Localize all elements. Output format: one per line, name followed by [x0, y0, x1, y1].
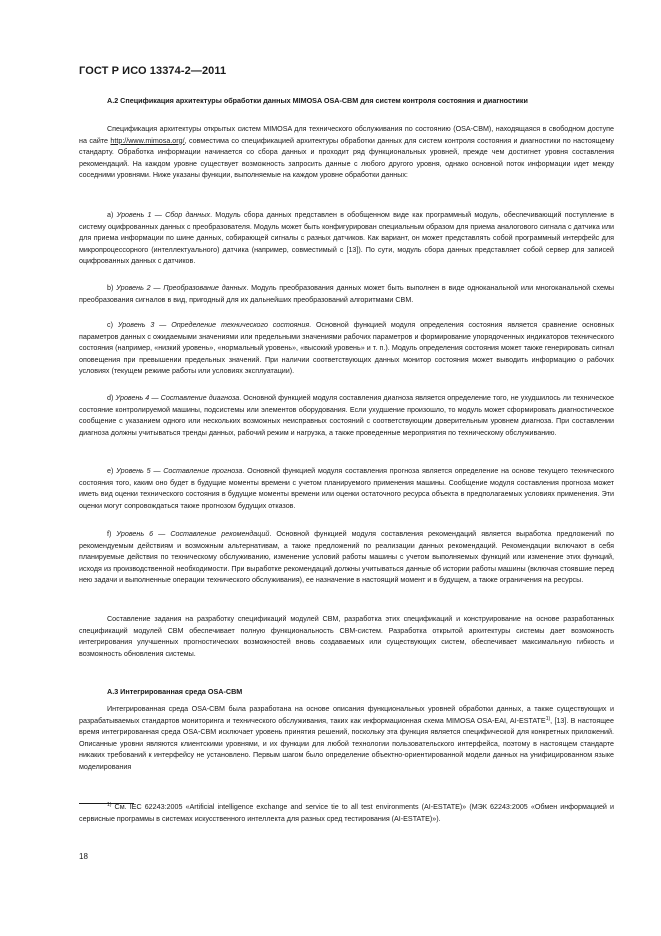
- section-a2-intro: [79, 124, 614, 182]
- mimosa-link[interactable]: http://www.mimosa.org/: [110, 136, 185, 145]
- list-item-prefix: f): [107, 530, 117, 538]
- footnote: [79, 802, 614, 825]
- list-item-text: . Модуль преобразования данных может быть выполнен в виде одноканальной или многоканальной схемы преобразования сигналов в вид, пригодный для их дальнейших преобразований алгоритмами CBM.: [79, 284, 614, 304]
- document-header: ГОСТ Р ИСО 13374-2—2011: [79, 65, 227, 77]
- page-number: 18: [79, 852, 88, 861]
- list-item-title: Уровень 4 — Составление диагноза: [115, 394, 240, 402]
- section-a3-paragraph: [79, 704, 614, 773]
- a3-text-start: Интегрированная среда OSA-CBM была разработана на основе описания функциональных уровней обработки данных, а также существующих и разрабатываемых стандартов мониторинга и технического обслуживания, таких как информационная схема MIMOSA OSA-EAI, AI-ESTATE: [79, 705, 614, 725]
- list-item-b: [79, 283, 614, 306]
- list-item-title: Уровень 2 — Преобразование данных: [116, 284, 247, 292]
- list-item-text: . Модуль сбора данных представлен в обобщенном виде как программный модуль, обеспечивающий поступление в систему оцифрованных данных с преобразователя. Модуль может быть конфигурирован специальным образом для приема аналогового сигнала с датчика или для приема информации по шине данных, собирающей сигналы с разных датчиков. Как вариант, он может представлять собой программный интерфейс для микропроцессорного (интеллектуального) датчика (например, совместимый с [13]). По сути, модуль сбора данных представляет собой сервер для записей оцифрованных данных с датчиков.: [79, 211, 614, 266]
- list-item-title: Уровень 3 — Определение технического состояния: [117, 321, 310, 329]
- list-item-title: Уровень 1 — Сбор данных: [116, 211, 211, 219]
- footnote-text: См. IEC 62243:2005 «Artificial intelligence exchange and service tie to all test environments (AI-ESTATE)» (МЭК 62243:2005 «Обмен информацией и сервисные программы в системах искусственного интеллекта для разных сред тестирования (AI-ESTATE)»).: [79, 803, 614, 823]
- section-a2-closing: Составление задания на разработку спецификаций модулей CBM, разработка этих спецификаций и конструирование на основе разработанных спецификаций модулей CBM обеспечивает полную функциональность CBM-систем. Разработка открытой архитектуры системы дает возможность интегрирования улучшенных прогностических возможностей вновь создаваемых или существующих систем, обеспечивает максимальную гибкость и возможность обновления системы.: [79, 615, 614, 658]
- section-a3-title: А.3 Интегрированная среда OSA-CBM: [107, 687, 243, 696]
- footnote-marker: 1): [107, 802, 112, 808]
- list-item-text: . Основной функцией модуля составления прогноза является определение на основе текущего технического состояния того, каким оно будет в будущие моменты времени с учетом планируемого применения машины. Сообщение модуля составления прогноза может иметь вид оценки технического состояния в будущие моменты времени или оценки остаточного ресурса объекта в предполагаемых условиях применения. Эти оценки могут сопровождаться также прогнозом будущих отказов.: [79, 467, 614, 510]
- list-item-prefix: а): [107, 211, 117, 219]
- list-item-prefix: е): [107, 467, 117, 475]
- list-item-prefix: b): [107, 284, 117, 292]
- a3-text-end: , [13]. В настоящее время интегрированная среда OSA-CBM исключает уровень принятия решений, поскольку эта функция является специфической для конкретных приложений. Описанные уровни являются клиентскими уровнями, и их функции для любой технологии пользовательского интерфейса, поэтому в настоящем стандарте никаких требований к интерфейсу не установлено. Первым шагом было определение объектно-ориентированной модели данных на унифицированном языке моделирования: [79, 716, 614, 771]
- intro-text-end: , совместима со спецификацией архитектуры обработки данных для систем контроля состояния и диагностики по настоящему стандарту. Обработка информации начинается со сбора данных и проходит ряд функциональных уровней, прежде чем достигнет уровня составления рекомендаций. На каждом уровне существует возможность запросить данные с любого другого уровня, однако основной поток информации идет между соседними уровнями. Ниже указаны функции, выполняемые на каждом уровне обработки данных:: [79, 136, 614, 180]
- intro-text-start: Спецификация архитектуры открытых систем MIMOSA для технического обслуживания по состоянию (OSA-CBM), находящаяся в свободном доступе на сайте: [79, 125, 614, 145]
- footnote-ref: 1): [545, 715, 551, 722]
- list-item-text: . Основной функцией модуля определения состояния является сравнение основных параметров данных с ожидаемыми значениями или предельными значениями рабочих параметров и формирование упорядоченных индикаторов технического состояния (например, «низкий уровень», «нормальный уровень», «высокий уровень» и т. п.). Модуль определения состояния может также генерировать сигнал оповещения при превышении предельных значений. При наличии соответствующих данных монитор состояния может выводить информацию о рабочих условиях (текущем режиме работы или условиях эксплуатации).: [79, 321, 614, 376]
- list-item-title: Уровень 5 — Составление прогноза: [116, 467, 243, 475]
- section-a2-title: А.2 Спецификация архитектуры обработки данных MIMOSA OSA-CBM для систем контроля состояния и диагностики: [107, 96, 528, 105]
- list-item-text: . Основной функцией модуля составления диагноза является определение того, не ухудшилось ли техническое состояние контролируемой машины, подсистемы или элементов оборудования. Если ухудшение произошло, то модуль может сформировать диагностическое сообщение с указанием одного или нескольких возможных неисправных состояний с соответствующим доверительным уровнем диагноза. При составлении диагноза должны учитываться тренды данных, рабочий режим и нагрузка, а также проведенные мероприятия по техническому обслуживанию.: [79, 394, 614, 437]
- list-item-prefix: с): [107, 321, 118, 329]
- list-item-title: Уровень 6 — Составление рекомендаций: [116, 530, 270, 538]
- list-item-c: [79, 320, 614, 378]
- list-item-e: [79, 466, 614, 512]
- list-item-a: [79, 210, 614, 268]
- list-item-text: . Основной функцией модуля составления рекомендаций является выработка предложений по рекомендуемым действиям и возможным альтернативам, а также предложений по реализации данных рекомендаций. Рекомендации включают в себя планируемые действия по техническому обслуживанию, изменение условий работы машины с учетом выполняемых функций или изменение этих функций, исходя из производственной необходимости. При выработке рекомендаций должны учитываться данные об истории работы машины (включая стоявшие перед нею задачи и выполненные операции технического обслуживания), ее назначение в настоящий момент и в будущем, а также ограничения на ресурсы.: [79, 530, 614, 585]
- list-item-d: [79, 393, 614, 439]
- list-item-f: [79, 529, 614, 587]
- list-item-prefix: d): [107, 394, 116, 402]
